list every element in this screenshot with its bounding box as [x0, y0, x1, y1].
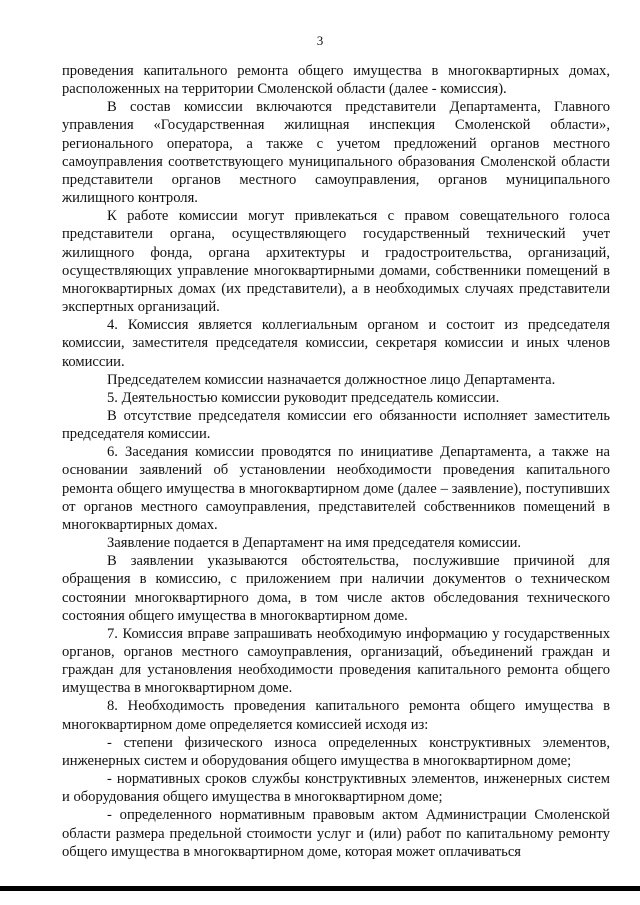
paragraph-1: проведения капитального ремонта общего имущества в многоквартирных домах, расположенных на территории Смоленской области (далее - комиссия). [62, 63, 610, 98]
paragraph-10: В заявлении указываются обстоятельства, послужившие причиной для обращения в комиссию, с приложением при наличии документов о техническом состоянии многоквартирного дома, в том числе актов обследования технического состояния общего имущества в многоквартирном доме. [62, 553, 610, 624]
paragraph-3: К работе комиссии могут привлекаться с правом совещательного голоса представители органа, осуществляющего государственный технический учет жилищного фонда, органа архитектуры и градостроительства, организаций, осуществляющих управление многоквартирными домами, собственники помещений в многоквартирных домах (их представители), а в необходимых случаях представители экспертных организаций. [62, 208, 610, 316]
list-item-1: - степени физического износа определенных конструктивных элементов, инженерных систем и оборудования общего имущества в многоквартирном доме; [62, 734, 610, 769]
paragraph-9: Заявление подается в Департамент на имя председателя комиссии. [107, 535, 522, 552]
paragraph-7: В отсутствие председателя комиссии его обязанности исполняет заместитель председателя комиссии. [62, 407, 610, 443]
list-item-3: - определенного нормативным правовым актом Администрации Смоленской области размера предельной стоимости услуг и (или) работ по капитальному ремонту общего имущества в многоквартирном доме, которая может оплачиваться [62, 807, 610, 860]
paragraph-11: 7. Комиссия вправе запрашивать необходимую информацию у государственных органов, органов местного самоуправления, организаций, объединений граждан и граждан для установления необходимости проведения капитального ремонта общего имущества в многоквартирном доме. [62, 625, 610, 697]
paragraph-2: В состав комиссии включаются представители Департамента, Главного управления «Государственная жилищная инспекция Смоленской области», регионального оператора, а также с учетом предложений органов местного самоуправления соответствующего муниципального образования Смоленской области представители органов местного самоуправления, органов муниципального жилищного контроля. [62, 99, 610, 207]
paragraph-8: 6. Заседания комиссии проводятся по инициативе Департамента, а также на основании заявлений об установлении необходимости проведения капитального ремонта общего имущества в многоквартирном доме (далее – заявление), поступивших от органов местного самоуправления, представителей собственников помещений в многоквартирных домах. [62, 444, 610, 533]
paragraph-6: 5. Деятельностью комиссии руководит председатель комиссии. [107, 389, 500, 406]
page-number: 3 [316, 33, 324, 48]
paragraph-5: Председателем комиссии назначается должностное лицо Департамента. [107, 371, 556, 388]
paragraph-4: 4. Комиссия является коллегиальным органом и состоит из председателя комиссии, заместителя председателя комиссии, секретаря комиссии и иных членов комиссии. [62, 317, 610, 370]
bottom-border-line [0, 886, 640, 891]
list-item-2: - нормативных сроков службы конструктивных элементов, инженерных систем и оборудования общего имущества в многоквартирном доме; [62, 771, 610, 806]
document-body [62, 62, 610, 861]
paragraph-12: 8. Необходимость проведения капитального ремонта общего имущества в многоквартирном доме определяется комиссией исходя из: [62, 698, 610, 733]
